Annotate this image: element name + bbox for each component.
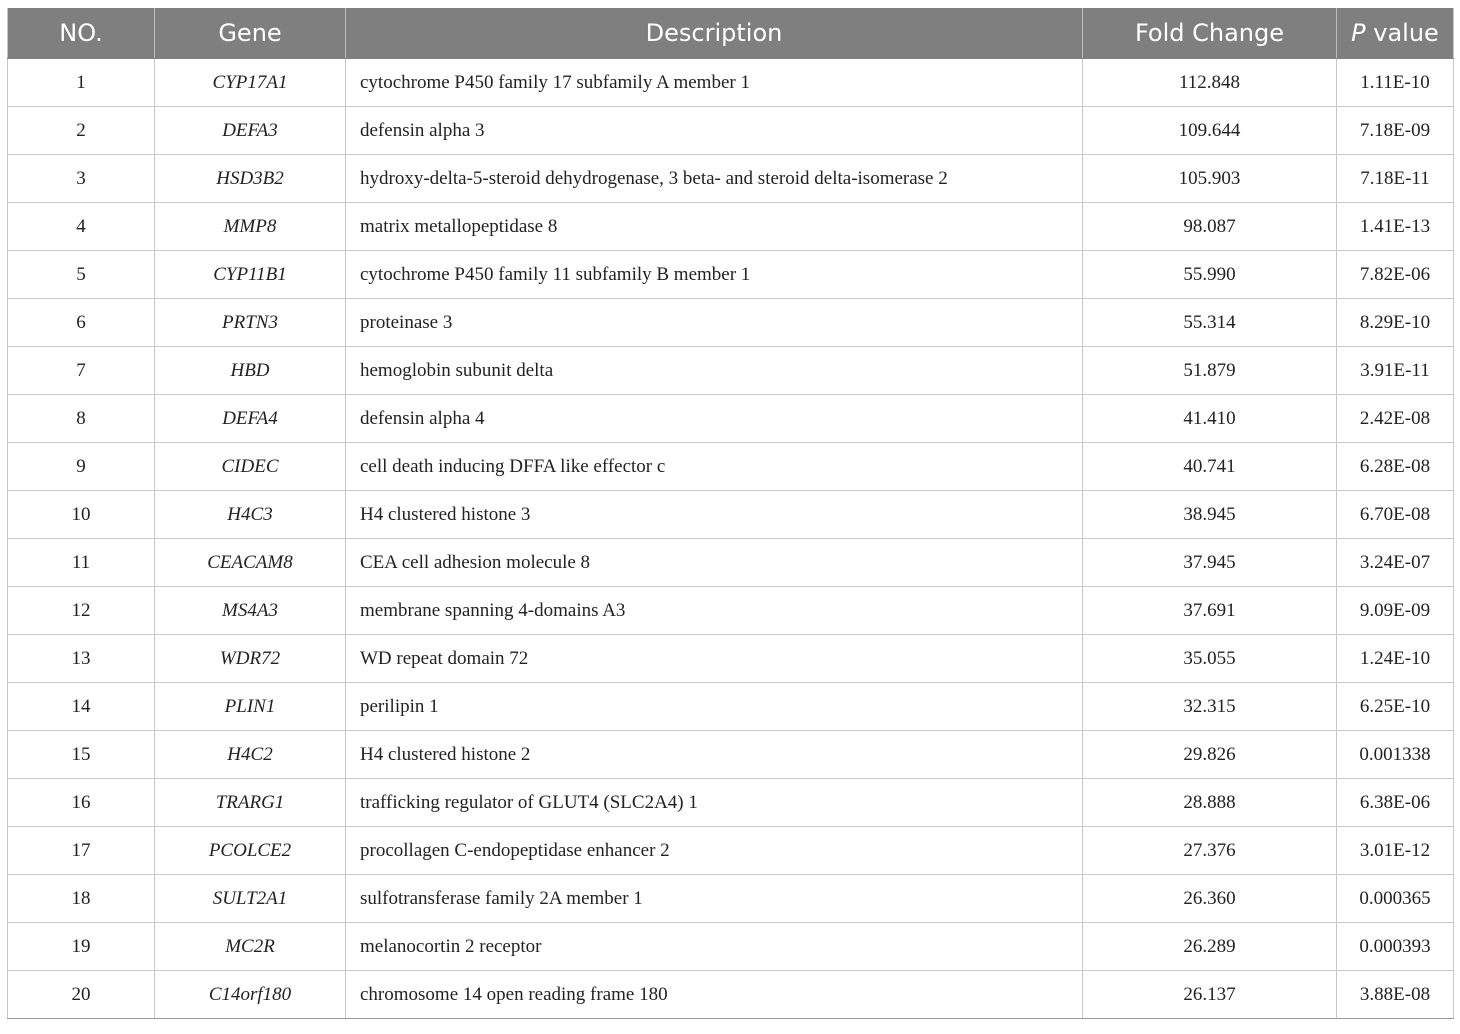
- cell-p-value: 3.91E-11: [1337, 347, 1454, 395]
- cell-fold-change: 32.315: [1083, 683, 1337, 731]
- cell-p-value: 6.38E-06: [1337, 779, 1454, 827]
- cell-no: 3: [8, 155, 155, 203]
- cell-gene: TRARG1: [155, 779, 346, 827]
- cell-description: WD repeat domain 72: [346, 635, 1083, 683]
- cell-description: procollagen C-endopeptidase enhancer 2: [346, 827, 1083, 875]
- cell-fold-change: 26.360: [1083, 875, 1337, 923]
- cell-fold-change: 51.879: [1083, 347, 1337, 395]
- table-row: [8, 683, 1454, 731]
- cell-p-value: 1.11E-10: [1337, 59, 1454, 107]
- cell-p-value: 0.000393: [1337, 923, 1454, 971]
- table-row: [8, 875, 1454, 923]
- cell-p-value: 2.42E-08: [1337, 395, 1454, 443]
- cell-no: 20: [8, 971, 155, 1019]
- cell-fold-change: 27.376: [1083, 827, 1337, 875]
- cell-no: 16: [8, 779, 155, 827]
- cell-p-value: 7.82E-06: [1337, 251, 1454, 299]
- cell-no: 11: [8, 539, 155, 587]
- cell-description: defensin alpha 4: [346, 395, 1083, 443]
- table-row: [8, 155, 1454, 203]
- cell-description: trafficking regulator of GLUT4 (SLC2A4) 1: [346, 779, 1083, 827]
- cell-p-value: 3.01E-12: [1337, 827, 1454, 875]
- cell-fold-change: 55.314: [1083, 299, 1337, 347]
- cell-description: hydroxy-delta-5-steroid dehydrogenase, 3 beta- and steroid delta-isomerase 2: [346, 155, 1083, 203]
- cell-description: sulfotransferase family 2A member 1: [346, 875, 1083, 923]
- cell-description: cytochrome P450 family 11 subfamily B member 1: [346, 251, 1083, 299]
- cell-gene: MS4A3: [155, 587, 346, 635]
- table-row: [8, 251, 1454, 299]
- cell-description: matrix metallopeptidase 8: [346, 203, 1083, 251]
- cell-p-value: 0.001338: [1337, 731, 1454, 779]
- table-row: [8, 635, 1454, 683]
- header-p-rest: value: [1365, 19, 1439, 47]
- cell-gene: CYP11B1: [155, 251, 346, 299]
- cell-fold-change: 55.990: [1083, 251, 1337, 299]
- table-row: [8, 731, 1454, 779]
- gene-table: [7, 8, 1454, 1019]
- cell-gene: CYP17A1: [155, 59, 346, 107]
- cell-description: CEA cell adhesion molecule 8: [346, 539, 1083, 587]
- cell-p-value: 9.09E-09: [1337, 587, 1454, 635]
- cell-no: 17: [8, 827, 155, 875]
- cell-description: defensin alpha 3: [346, 107, 1083, 155]
- cell-p-value: 1.41E-13: [1337, 203, 1454, 251]
- cell-gene: HBD: [155, 347, 346, 395]
- cell-fold-change: 37.945: [1083, 539, 1337, 587]
- cell-gene: CEACAM8: [155, 539, 346, 587]
- header-fold-change: Fold Change: [1083, 8, 1337, 59]
- header-description: Description: [346, 8, 1083, 59]
- table-header: [8, 8, 1454, 59]
- table-row: [8, 59, 1454, 107]
- cell-fold-change: 109.644: [1083, 107, 1337, 155]
- cell-gene: DEFA3: [155, 107, 346, 155]
- cell-gene: WDR72: [155, 635, 346, 683]
- cell-gene: HSD3B2: [155, 155, 346, 203]
- cell-gene: C14orf180: [155, 971, 346, 1019]
- table-row: [8, 971, 1454, 1019]
- cell-fold-change: 38.945: [1083, 491, 1337, 539]
- cell-description: cell death inducing DFFA like effector c: [346, 443, 1083, 491]
- table-row: [8, 779, 1454, 827]
- cell-gene: CIDEC: [155, 443, 346, 491]
- table-row: [8, 491, 1454, 539]
- cell-p-value: 7.18E-11: [1337, 155, 1454, 203]
- cell-no: 15: [8, 731, 155, 779]
- header-no: NO.: [8, 8, 155, 59]
- cell-gene: H4C3: [155, 491, 346, 539]
- cell-no: 7: [8, 347, 155, 395]
- cell-description: perilipin 1: [346, 683, 1083, 731]
- cell-gene: SULT2A1: [155, 875, 346, 923]
- table-row: [8, 107, 1454, 155]
- cell-p-value: 0.000365: [1337, 875, 1454, 923]
- cell-fold-change: 105.903: [1083, 155, 1337, 203]
- table-row: [8, 347, 1454, 395]
- cell-no: 10: [8, 491, 155, 539]
- cell-no: 5: [8, 251, 155, 299]
- cell-p-value: 6.28E-08: [1337, 443, 1454, 491]
- cell-gene: MC2R: [155, 923, 346, 971]
- cell-fold-change: 26.289: [1083, 923, 1337, 971]
- cell-p-value: 3.88E-08: [1337, 971, 1454, 1019]
- cell-description: proteinase 3: [346, 299, 1083, 347]
- cell-gene: PRTN3: [155, 299, 346, 347]
- table-row: [8, 443, 1454, 491]
- cell-no: 6: [8, 299, 155, 347]
- cell-no: 13: [8, 635, 155, 683]
- cell-no: 14: [8, 683, 155, 731]
- table-row: [8, 827, 1454, 875]
- cell-no: 1: [8, 59, 155, 107]
- cell-no: 12: [8, 587, 155, 635]
- cell-p-value: 6.70E-08: [1337, 491, 1454, 539]
- cell-no: 9: [8, 443, 155, 491]
- table-row: [8, 587, 1454, 635]
- cell-gene: DEFA4: [155, 395, 346, 443]
- cell-description: H4 clustered histone 2: [346, 731, 1083, 779]
- cell-gene: H4C2: [155, 731, 346, 779]
- cell-p-value: 1.24E-10: [1337, 635, 1454, 683]
- cell-fold-change: 37.691: [1083, 587, 1337, 635]
- table-row: [8, 923, 1454, 971]
- table-row: [8, 539, 1454, 587]
- cell-no: 8: [8, 395, 155, 443]
- cell-fold-change: 29.826: [1083, 731, 1337, 779]
- cell-fold-change: 28.888: [1083, 779, 1337, 827]
- cell-gene: PLIN1: [155, 683, 346, 731]
- cell-p-value: 8.29E-10: [1337, 299, 1454, 347]
- cell-no: 18: [8, 875, 155, 923]
- cell-gene: MMP8: [155, 203, 346, 251]
- cell-no: 4: [8, 203, 155, 251]
- table-row: [8, 395, 1454, 443]
- cell-description: chromosome 14 open reading frame 180: [346, 971, 1083, 1019]
- cell-no: 19: [8, 923, 155, 971]
- cell-fold-change: 26.137: [1083, 971, 1337, 1019]
- cell-p-value: 3.24E-07: [1337, 539, 1454, 587]
- cell-gene: PCOLCE2: [155, 827, 346, 875]
- header-gene: Gene: [155, 8, 346, 59]
- cell-description: melanocortin 2 receptor: [346, 923, 1083, 971]
- cell-no: 2: [8, 107, 155, 155]
- cell-fold-change: 41.410: [1083, 395, 1337, 443]
- cell-fold-change: 35.055: [1083, 635, 1337, 683]
- cell-description: H4 clustered histone 3: [346, 491, 1083, 539]
- table-row: [8, 203, 1454, 251]
- table-body: [8, 59, 1454, 1019]
- header-p-letter: P: [1351, 19, 1366, 47]
- header-p-value: [1337, 8, 1454, 59]
- cell-p-value: 7.18E-09: [1337, 107, 1454, 155]
- cell-fold-change: 98.087: [1083, 203, 1337, 251]
- cell-p-value: 6.25E-10: [1337, 683, 1454, 731]
- table-row: [8, 299, 1454, 347]
- cell-fold-change: 40.741: [1083, 443, 1337, 491]
- cell-description: hemoglobin subunit delta: [346, 347, 1083, 395]
- cell-fold-change: 112.848: [1083, 59, 1337, 107]
- cell-description: membrane spanning 4-domains A3: [346, 587, 1083, 635]
- cell-description: cytochrome P450 family 17 subfamily A member 1: [346, 59, 1083, 107]
- header-row: [8, 8, 1454, 59]
